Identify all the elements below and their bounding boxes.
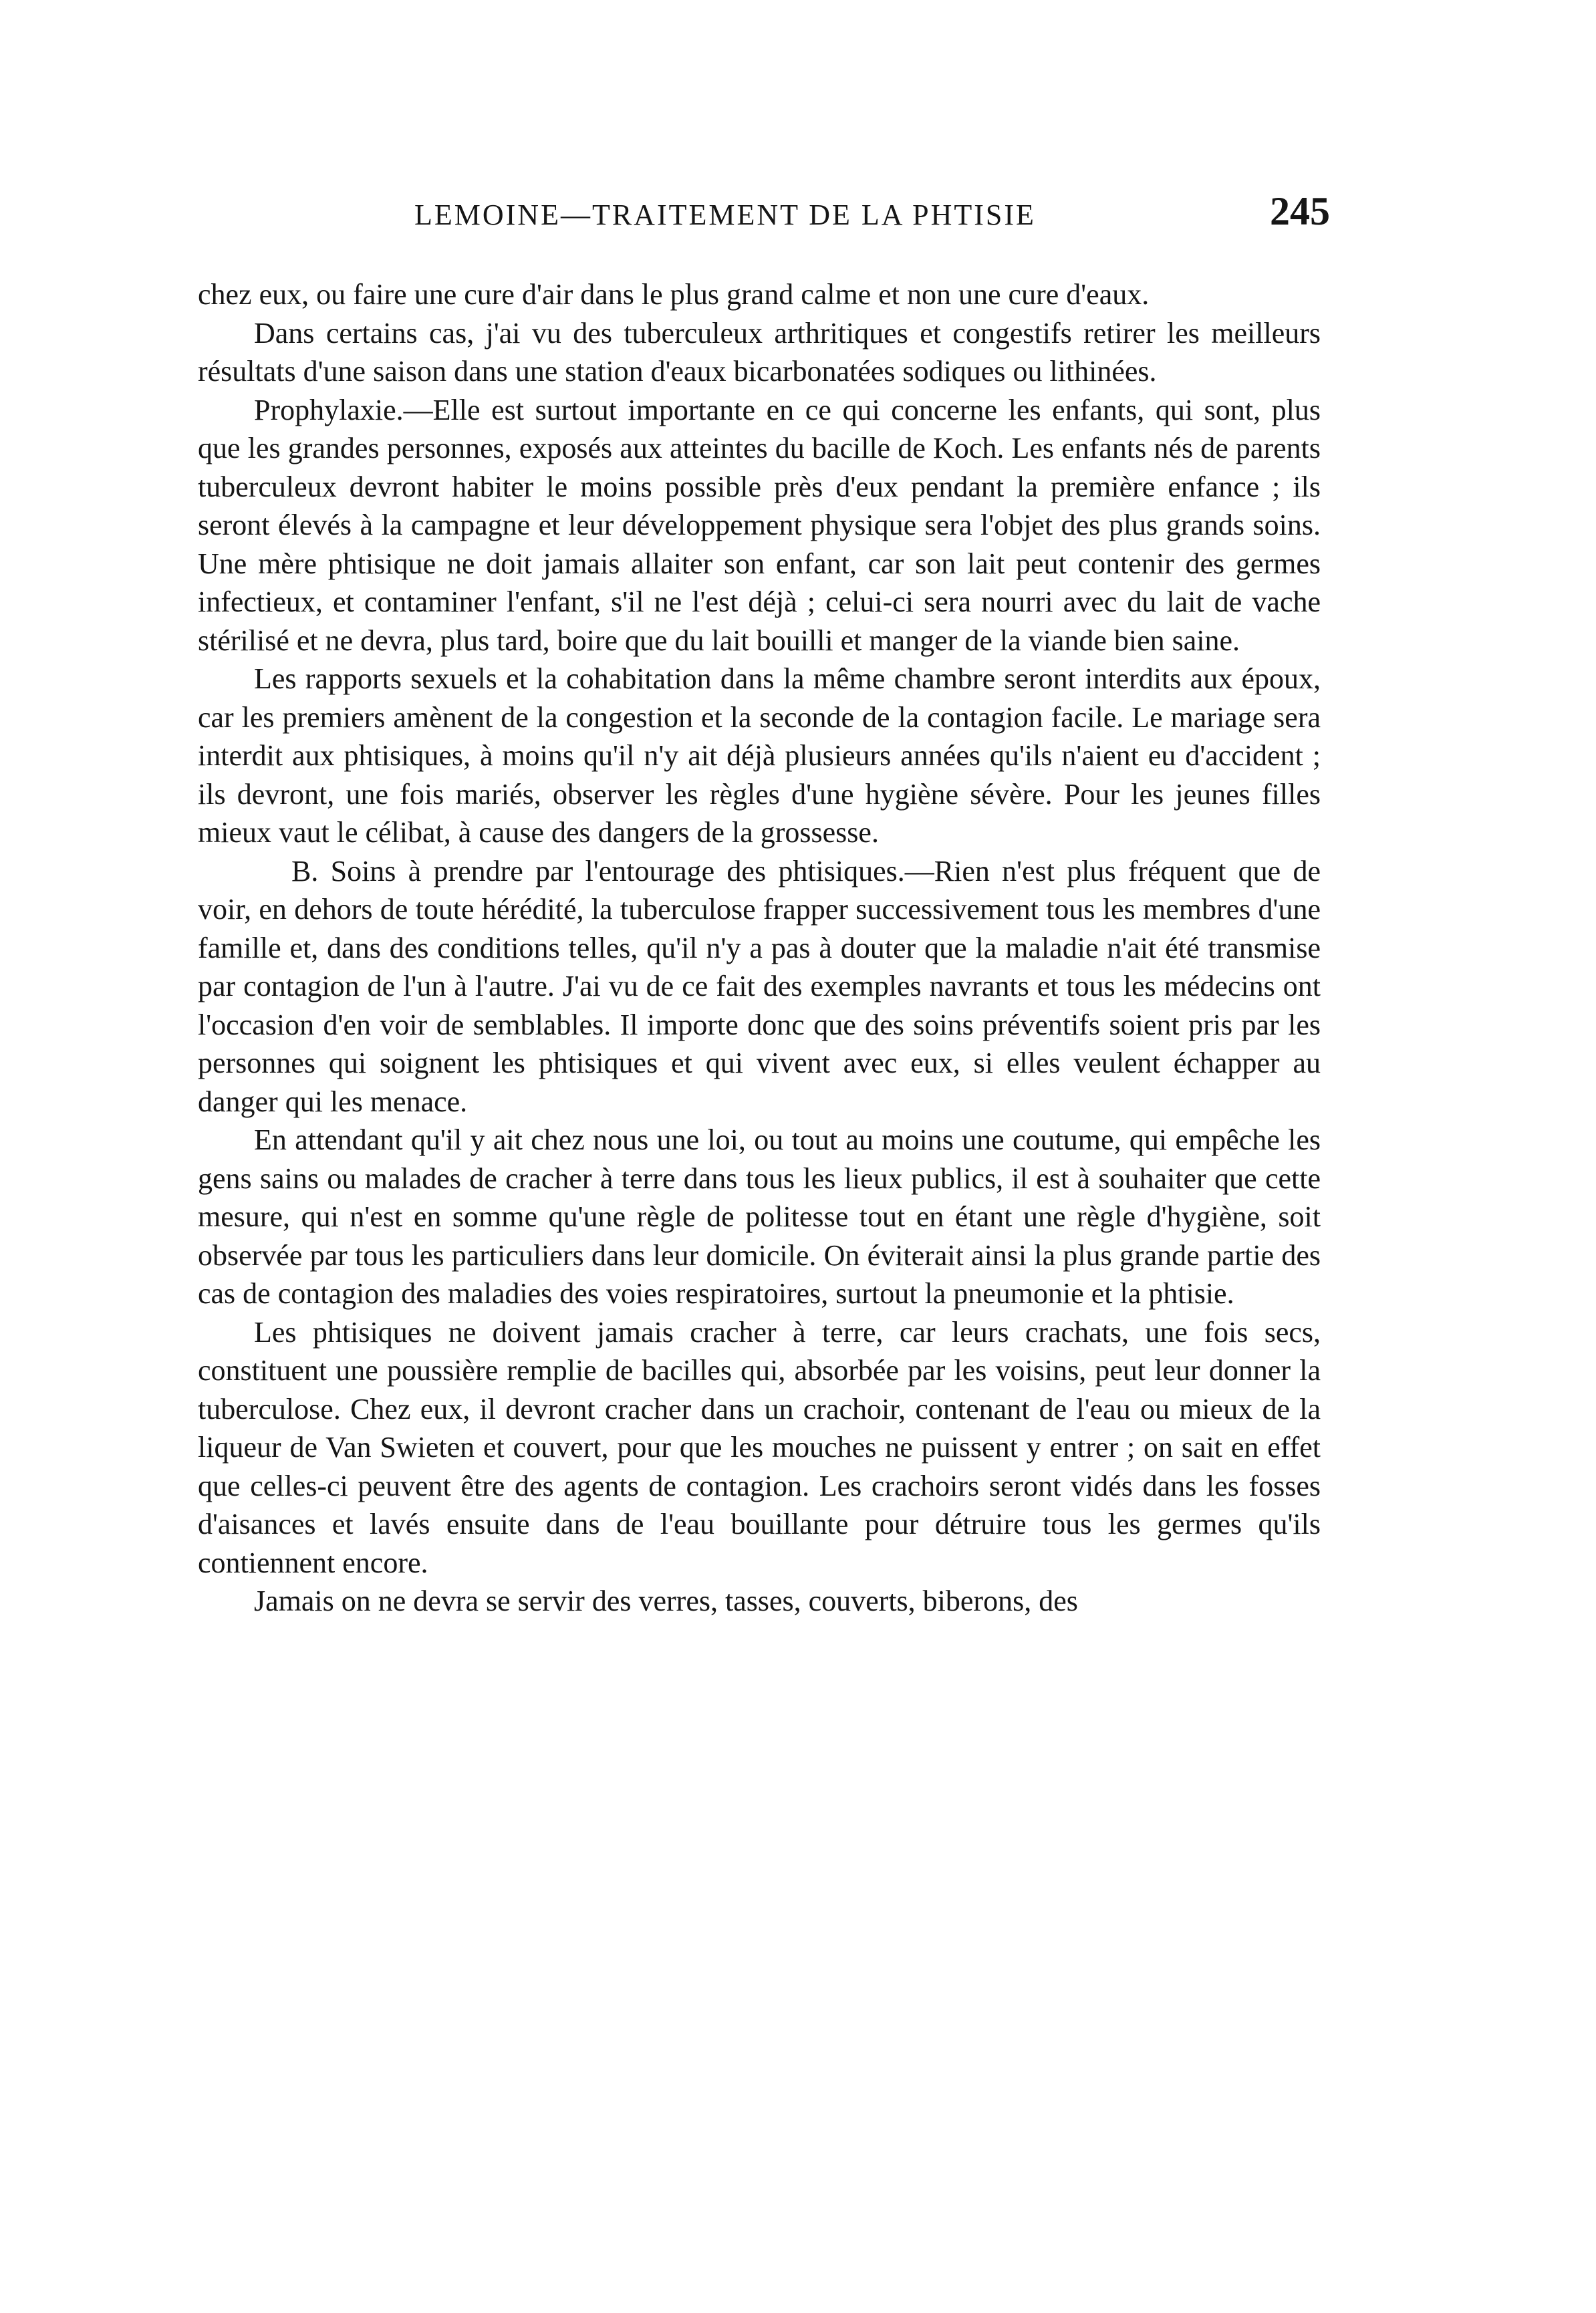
paragraph-soins-entourage [198,852,1321,1121]
running-title: LEMOINE—TRAITEMENT DE LA PHTISIE [414,198,1036,231]
paragraph-text: —Rien n'est plus fréquent que de voir, en dehors de toute hérédité, la tuberculose frapper successivement tous les membres d'une famille et, dans des conditions telles, qu'il n'y a pas à douter que la maladie n'ait été transmise par contagion de l'un à l'autre. J'ai vu de ce fait des exemples navrants et tous les médecins ont l'occasion d'en voir de semblables. Il importe donc que des soins préventifs soient pris par les personnes qui soignent les phtisiques et qui vivent avec eux, si elles veulent échapper au danger qui les menace. [198,854,1321,1118]
paragraph-text: —Elle est surtout importante en ce qui concerne les enfants, qui sont, plus que les grandes personnes, exposés aux atteintes du bacille de Koch. Les enfants nés de parents tuberculeux devront habiter le moins possible près d'eux pendant la première enfance ; ils seront élevés à la campagne et leur développement physique sera l'objet des plus grands soins. Une mère phtisique ne doit jamais allaiter son enfant, car son lait peut contenir des germes infectieux, et contaminer l'enfant, s'il ne l'est déjà ; celui-ci sera nourri avec du lait de vache stérilisé et ne devra, plus tard, boire que du lait bouilli et manger de la viande bien saine. [198,393,1321,657]
paragraph-text: chez eux, ou faire une cure d'air dans le plus grand calme et non une cure d'eaux. [198,278,1150,311]
page-number: 245 [1270,189,1330,233]
paragraph-jamais [198,1582,1321,1621]
paragraph-text: Dans certains cas, j'ai vu des tuberculeux arthritiques et congestifs retirer les meilleurs résultats d'une saison dans une station d'eaux bicarbonatées sodiques ou lithinées. [198,316,1321,388]
paragraph-prophylaxie [198,391,1321,660]
paragraph-cracher [198,1121,1321,1313]
paragraph-text: Les phtisiques ne doivent jamais cracher à terre, car leurs crachats, une fois secs, constituent une poussière remplie de bacilles qui, absorbée par les voisins, peut leur donner la tuberculose. Chez eux, il devront cracher dans un crachoir, contenant de l'eau ou mieux de la liqueur de Van Swieten et couvert, pour que les mouches ne puissent y entrer ; on sait en effet que celles-ci peuvent être des agents de contagion. Les crachoirs seront vidés dans les fosses d'aisances et lavés ensuite dans de l'eau bouillante pour détruire tous les germes qu'ils contiennent encore. [198,1315,1321,1579]
paragraph-text: Jamais on ne devra se servir des verres, tasses, couverts, biberons, des [254,1585,1078,1617]
paragraph-rapports-sexuels [198,660,1321,852]
paragraph-text: Les rapports sexuels et la cohabitation dans la même chambre seront interdits aux époux, car les premiers amènent de la congestion et la seconde de la contagion facile. Le mariage sera interdit aux phtisiques, à moins qu'il n'y ait déjà plusieurs années qu'ils n'aient eu d'accident ; ils devront, une fois mariés, observer les règles d'une hygiène sévère. Pour les jeunes filles mieux vaut le célibat, à cause des dangers de la grossesse. [198,662,1321,849]
paragraph-crachoirs [198,1313,1321,1583]
paragraph-text: En attendant qu'il y ait chez nous une loi, ou tout au moins une coutume, qui empêche les gens sains ou malades de cracher à terre dans tous les lieux publics, il est à souhaiter que cette mesure, qui n'est en somme qu'une règle de politesse tout en étant une règle d'hygiène, soit observée par tous les particuliers dans leur domicile. On éviterait ainsi la plus grande partie des cas de contagion des maladies des voies respiratoires, surtout la pneumonie et la phtisie. [198,1123,1321,1310]
paragraph-thermal-cure [198,314,1321,391]
section-heading: Prophylaxie. [254,393,404,426]
running-head [194,189,1330,245]
paragraph-continuation [198,275,1321,314]
section-heading: B. Soins à prendre par l'entourage des phtisiques. [291,854,905,888]
body-text [198,275,1321,1621]
